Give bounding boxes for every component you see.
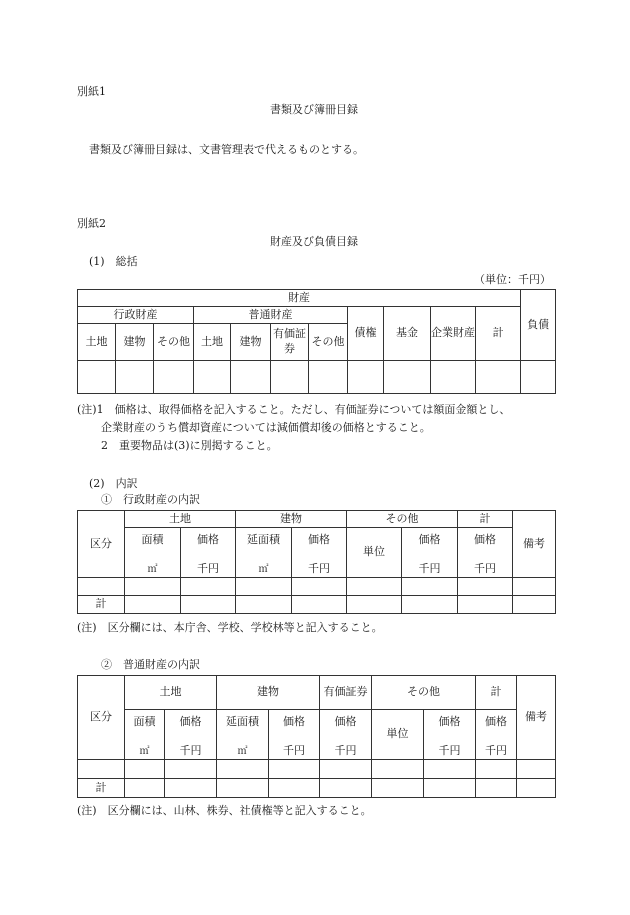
- note1-line3: 2 重要物品は(3)に別掲すること。: [101, 439, 278, 452]
- sub-building-price: 価格 千円: [269, 710, 320, 760]
- sub-total-price: 価格 千円: [476, 710, 517, 760]
- sub-unit: 単位: [372, 710, 424, 760]
- table-cell: [348, 361, 384, 394]
- table1-heading: ① 行政財産の内訳: [101, 493, 200, 506]
- table-cell: [517, 779, 556, 798]
- col-remarks: 備考: [513, 511, 556, 578]
- header-debt: 負債: [521, 290, 556, 361]
- table-cell: [217, 760, 269, 779]
- table-cell: [384, 361, 431, 394]
- sub-securities-price: 価格 千円: [320, 710, 372, 760]
- sub-unit: 単位: [347, 528, 402, 578]
- col-admin-other: その他: [154, 324, 194, 361]
- table-cell: [292, 578, 347, 596]
- table-cell: [181, 596, 236, 614]
- header-general-property: 普通財産: [194, 307, 348, 324]
- table-row: [78, 361, 556, 394]
- table-cell: [372, 760, 424, 779]
- col-general-other: その他: [309, 324, 348, 361]
- sub-other-price: 価格 千円: [424, 710, 476, 760]
- table-cell: [231, 361, 271, 394]
- table-cell: [236, 578, 292, 596]
- table-cell: [269, 760, 320, 779]
- table-cell: [269, 779, 320, 798]
- col-category: 区分: [78, 676, 125, 760]
- table-cell: [513, 596, 556, 614]
- col-total: 計: [476, 676, 517, 710]
- table-cell: [271, 361, 309, 394]
- table-cell: [125, 760, 165, 779]
- table-cell: [431, 361, 476, 394]
- table-cell: [476, 361, 521, 394]
- col-building: 建物: [236, 511, 347, 528]
- table-cell: [402, 596, 458, 614]
- admin-property-breakdown-table: [77, 510, 556, 614]
- sub-other-price: 価格 千円: [402, 528, 458, 578]
- section1-heading: (1) 総括: [89, 255, 138, 268]
- table-cell: [165, 760, 217, 779]
- table-cell: [402, 578, 458, 596]
- note1-line2: 企業財産のうち償却資産については減価償却後の価格とすること。: [101, 421, 431, 434]
- table-cell: [154, 361, 194, 394]
- table-cell: [521, 361, 556, 394]
- table-cell: [125, 596, 181, 614]
- col-securities: 有価証券: [320, 676, 372, 710]
- header-claims: 債権: [348, 307, 384, 361]
- table2-heading: ② 普通財産の内訳: [101, 658, 200, 671]
- col-other: その他: [347, 511, 458, 528]
- col-land: 土地: [125, 676, 217, 710]
- note1-line1: (注)1 価格は、取得価格を記入すること。ただし、有価証券については額面金額とし、: [77, 403, 511, 416]
- attachment1-body: 書類及び簿冊目録は、文書管理表で代えるものとする。: [89, 143, 364, 156]
- sub-area: 面積 ㎡: [125, 528, 181, 578]
- table-cell: [347, 596, 402, 614]
- col-land: 土地: [125, 511, 236, 528]
- table-cell: [165, 779, 217, 798]
- sub-land-price: 価格 千円: [181, 528, 236, 578]
- table-cell: [458, 578, 513, 596]
- col-general-building: 建物: [231, 324, 271, 361]
- col-category: 区分: [78, 511, 125, 578]
- sub-floor-area: 延面積 ㎡: [236, 528, 292, 578]
- summary-table: [77, 289, 556, 394]
- table-cell: [424, 760, 476, 779]
- header-fund: 基金: [384, 307, 431, 361]
- table-cell: [78, 361, 116, 394]
- header-enterprise: 企業財産: [431, 307, 476, 361]
- col-general-land: 土地: [194, 324, 231, 361]
- col-admin-building: 建物: [116, 324, 154, 361]
- table-cell: [458, 596, 513, 614]
- header-total: 計: [476, 307, 521, 361]
- attachment2-label: 別紙2: [77, 217, 106, 230]
- header-property: 財産: [78, 290, 521, 307]
- table-cell: [517, 760, 556, 779]
- header-admin-property: 行政財産: [78, 307, 194, 324]
- table-cell: [125, 578, 181, 596]
- table-cell: [347, 578, 402, 596]
- table-cell: [181, 578, 236, 596]
- total-row: [78, 596, 556, 614]
- col-admin-land: 土地: [78, 324, 116, 361]
- table-cell: [292, 596, 347, 614]
- col-building: 建物: [217, 676, 320, 710]
- sub-total-price: 価格 千円: [458, 528, 513, 578]
- row-total-label: 計: [78, 779, 125, 798]
- total-row: [78, 779, 556, 798]
- col-remarks: 備考: [517, 676, 556, 760]
- table-cell: [116, 361, 154, 394]
- col-other: その他: [372, 676, 476, 710]
- sub-building-price: 価格 千円: [292, 528, 347, 578]
- general-property-breakdown-table: [77, 675, 556, 798]
- row-total-label: 計: [78, 596, 125, 614]
- table-cell: [309, 361, 348, 394]
- table-cell: [513, 578, 556, 596]
- table-cell: [320, 760, 372, 779]
- table-row: [78, 760, 556, 779]
- table-cell: [424, 779, 476, 798]
- sub-area: 面積 ㎡: [125, 710, 165, 760]
- table-cell: [217, 779, 269, 798]
- table2-note: (注) 区分欄には、山林、株券、社債権等と記入すること。: [77, 804, 372, 817]
- table-cell: [125, 779, 165, 798]
- table-cell: [236, 596, 292, 614]
- table-cell: [78, 578, 125, 596]
- table-cell: [372, 779, 424, 798]
- attachment2-title: 財産及び負債目録: [270, 235, 358, 248]
- col-general-securities: 有価証券: [271, 324, 309, 361]
- table-cell: [194, 361, 231, 394]
- table-cell: [476, 779, 517, 798]
- sub-land-price: 価格 千円: [165, 710, 217, 760]
- table-cell: [78, 760, 125, 779]
- section2-heading: (2) 内訳: [89, 477, 138, 490]
- table-row: [78, 578, 556, 596]
- unit-label: （単位：千円）: [474, 273, 551, 286]
- table-cell: [320, 779, 372, 798]
- attachment1-label: 別紙1: [77, 85, 106, 98]
- col-total: 計: [458, 511, 513, 528]
- attachment1-title: 書類及び簿冊目録: [270, 103, 358, 116]
- table1-note: (注) 区分欄には、本庁舎、学校、学校林等と記入すること。: [77, 621, 383, 634]
- sub-floor-area: 延面積 ㎡: [217, 710, 269, 760]
- table-cell: [476, 760, 517, 779]
